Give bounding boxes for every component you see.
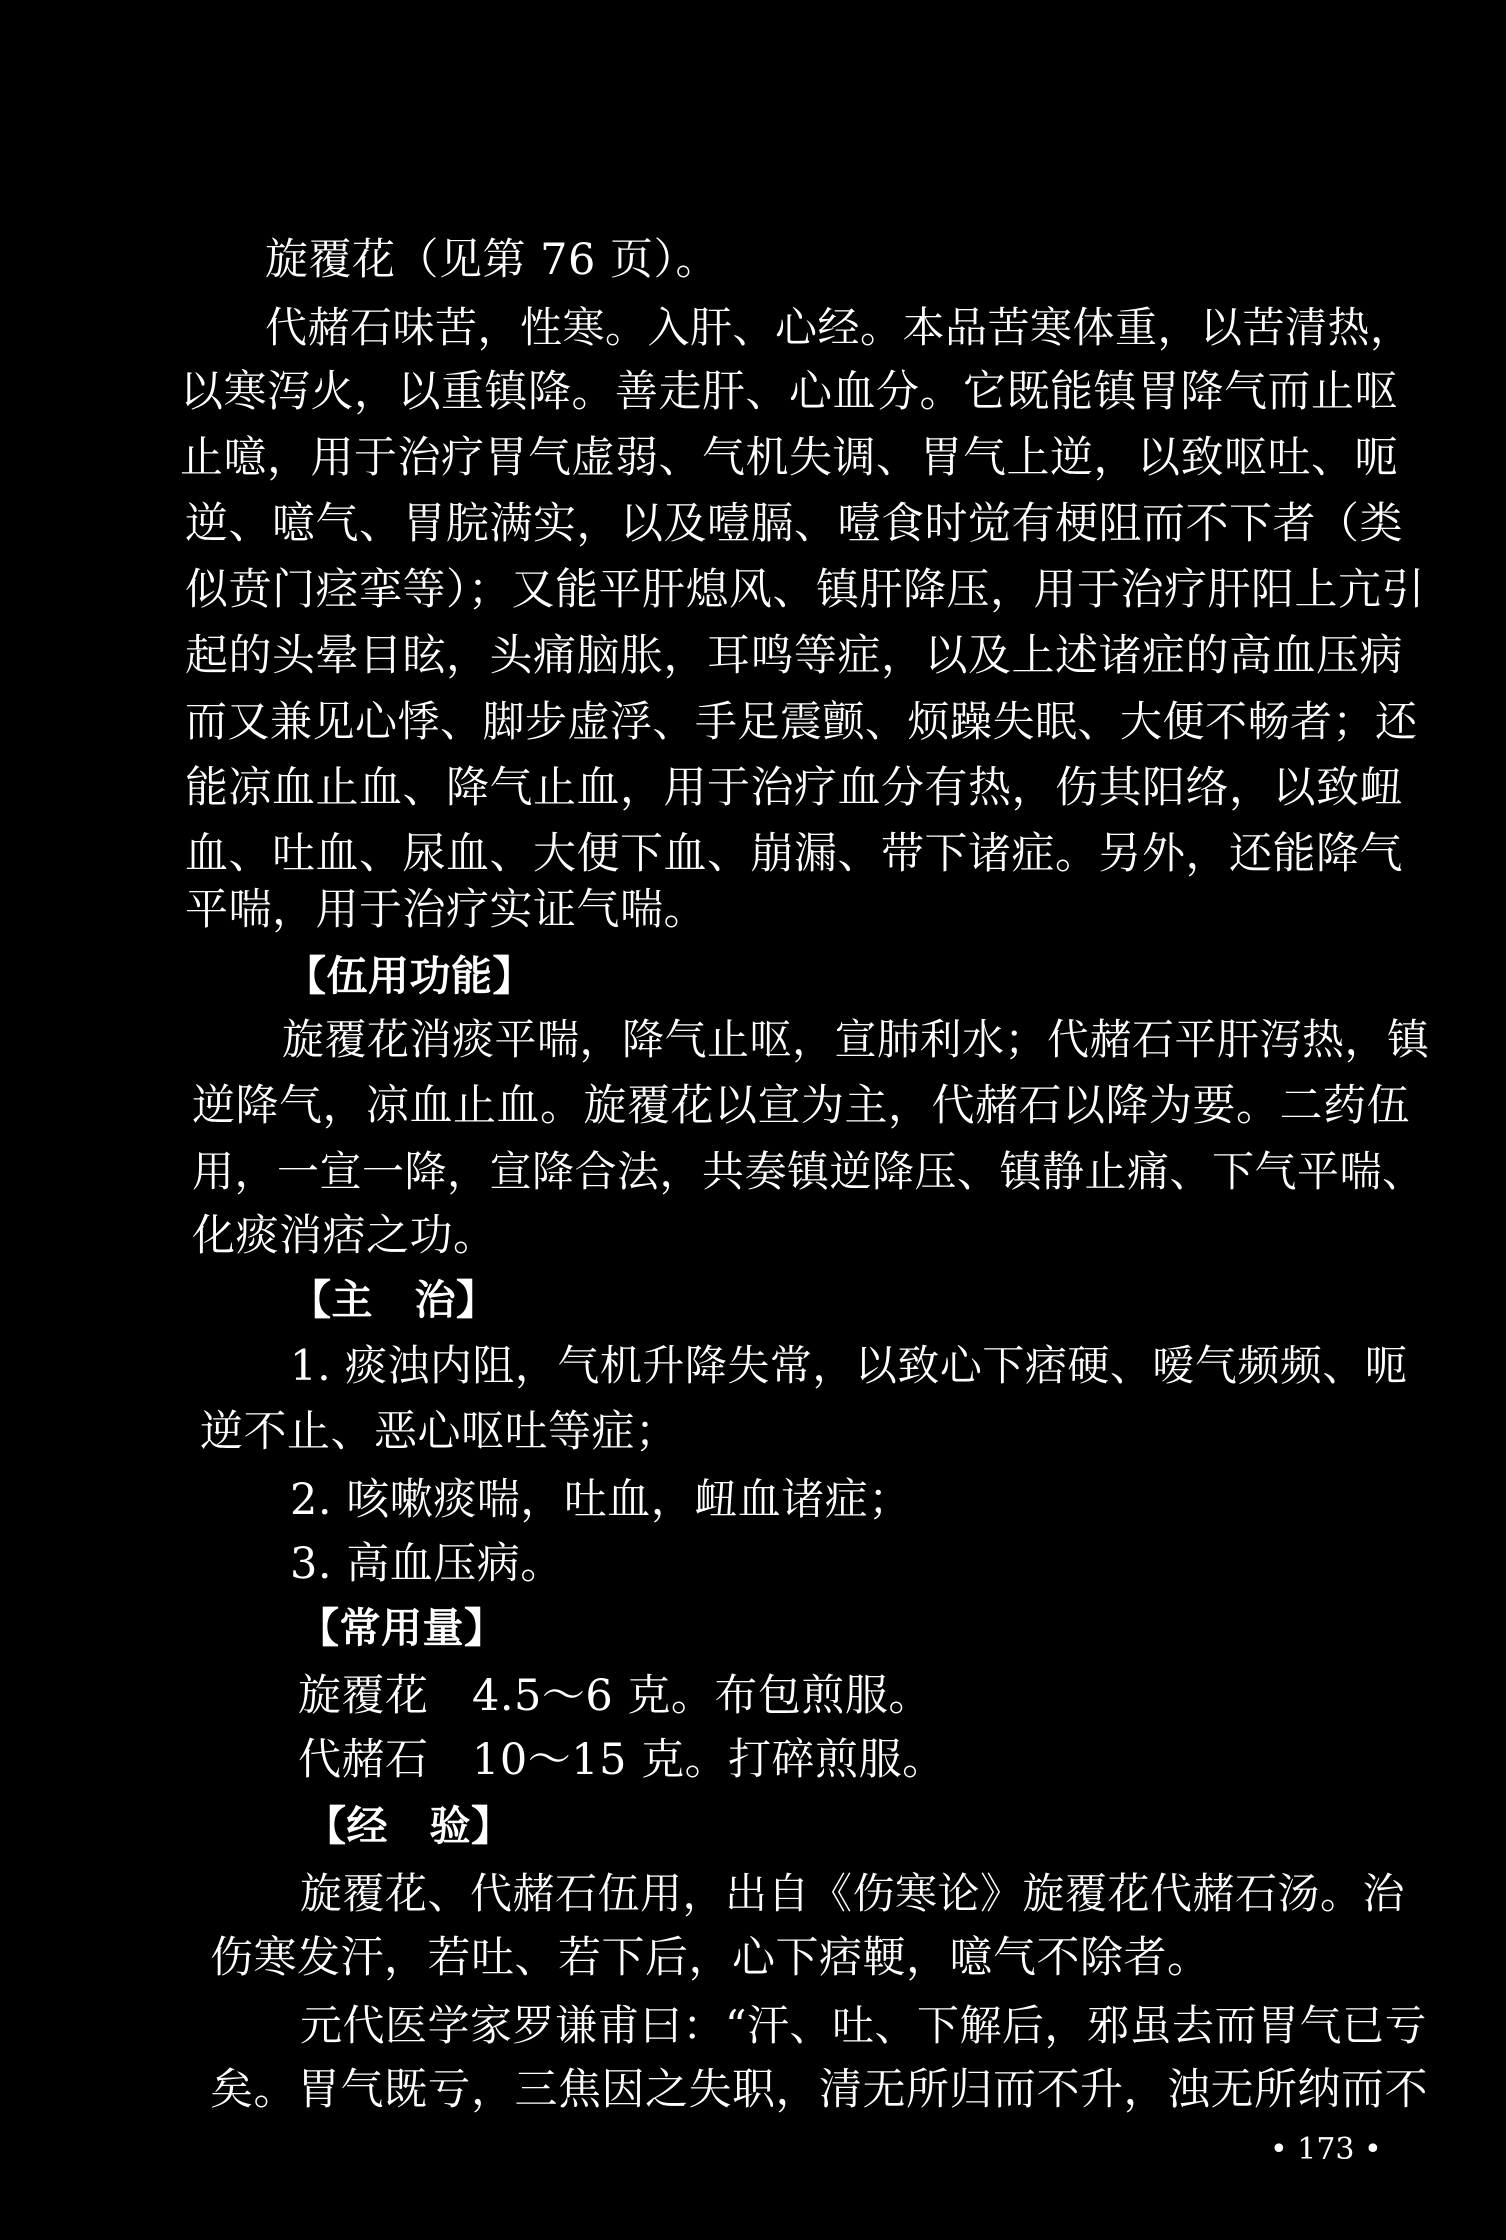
section-heading-combined-function: 【伍用功能】 (285, 952, 534, 1000)
dosage-line-daizheshi: 代赭石 10～15 克。打碎煎服。 (298, 1735, 946, 1785)
para-line: 矣。胃气既亏，三焦因之失职，清无所归而不升，浊无所纳而不 (210, 2065, 1428, 2115)
list-item-3: 3. 高血压病。 (290, 1539, 564, 1589)
section-heading-experience: 【经 验】 (305, 1802, 513, 1850)
para-line: 逆、噫气、胃脘满实，以及噎膈、噎食时觉有梗阻而不下者（类 (185, 499, 1403, 549)
para-line: 似贲门痉挛等）；又能平肝熄风、镇肝降压，用于治疗肝阳上亢引 (185, 565, 1425, 615)
para-line: 旋覆花消痰平喘，降气止呕，宣肺利水；代赭石平肝泻热，镇 (282, 1015, 1430, 1064)
para-line: 伤寒发汗，若吐、若下后，心下痞鞕，噫气不除者。 (210, 1933, 1211, 1983)
para-line: 旋覆花（见第 76 页）。 (265, 235, 720, 285)
list-item-1-continued: 逆不止、恶心呕吐等症； (200, 1407, 679, 1457)
para-line: 而又兼见心悸、脚步虚浮、手足震颤、烦躁失眠、大便不畅者；还 (185, 697, 1418, 746)
section-heading-dosage: 【常用量】 (298, 1604, 506, 1652)
para-line: 血、吐血、尿血、大便下血、崩漏、带下诸症。另外，还能降气 (185, 829, 1403, 879)
para-line: 化痰消痞之功。 (192, 1211, 497, 1261)
section-heading-indications: 【主 治】 (290, 1276, 498, 1324)
para-line: 旋覆花、代赭石伍用，出自《伤寒论》旋覆花代赭石汤。治 (300, 1869, 1406, 1918)
para-line: 以寒泻火，以重镇降。善走肝、心血分。它既能镇胃降气而止呕 (180, 367, 1398, 417)
para-line: 止噫，用于治疗胃气虚弱、气机失调、胃气上逆，以致呕吐、呃 (180, 433, 1398, 483)
para-line: 起的头晕目眩，头痛脑胀，耳鸣等症，以及上述诸症的高血压病 (185, 631, 1403, 681)
para-line: 用，一宣一降，宣降合法，共奏镇逆降压、镇静止痛、下气平喘、 (192, 1147, 1425, 1196)
dosage-line-xuanfuhua: 旋覆花 4.5～6 克。布包煎服。 (298, 1671, 932, 1721)
para-line: 平喘，用于治疗实证气喘。 (185, 885, 707, 935)
para-line: 元代医学家罗谦甫曰：“汗、吐、下解后，邪虽去而胃气已亏 (300, 2001, 1427, 2050)
para-line: 能凉血止血、降气止血，用于治疗血分有热，伤其阳络，以致衄 (185, 763, 1403, 813)
para-line: 逆降气，凉血止血。旋覆花以宣为主，代赭石以降为要。二药伍 (192, 1081, 1410, 1131)
page-number: • 173 • (1270, 2132, 1382, 2167)
list-item-1: 1. 痰浊内阻，气机升降失常，以致心下痞硬、嗳气频频、呃 (290, 1341, 1408, 1390)
para-line: 代赭石味苦，性寒。入肝、心经。本品苦寒体重，以苦清热， (265, 303, 1413, 352)
list-item-2: 2. 咳嗽痰喘，吐血，衄血诸症； (290, 1475, 912, 1525)
